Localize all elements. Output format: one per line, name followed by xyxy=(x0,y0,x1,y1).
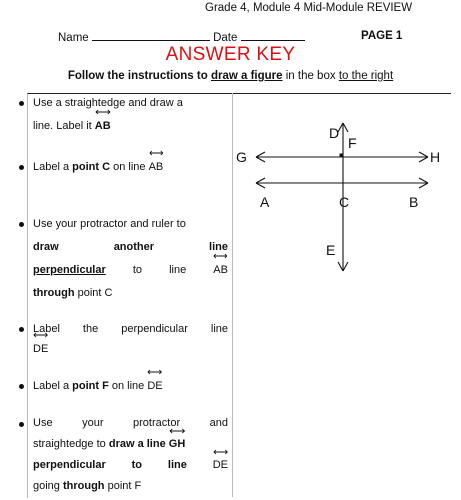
line-de-symbol: DE xyxy=(147,375,162,398)
date-blank[interactable] xyxy=(241,30,305,41)
label-b: B xyxy=(409,194,419,210)
name-label: Name xyxy=(58,32,89,44)
instr-pre: Follow the instructions to xyxy=(67,70,208,82)
perpendicular-lines-figure xyxy=(232,93,450,283)
item-text: perpendicular to line DE xyxy=(33,455,228,476)
line-ab-symbol: AB xyxy=(95,115,111,138)
bullet xyxy=(19,222,24,227)
module-title: Grade 4, Module 4 Mid-Module REVIEW xyxy=(205,2,413,14)
label-f: F xyxy=(348,135,357,151)
instr-mid: in the box xyxy=(285,70,336,82)
item-text: Use a straightedge and draw a xyxy=(33,97,183,109)
instruction-item-1 xyxy=(33,92,228,138)
item-text: Label a point F on line DE xyxy=(33,375,228,398)
instructions xyxy=(0,70,461,82)
bullet xyxy=(19,165,24,170)
item-text xyxy=(33,338,228,361)
label-d: D xyxy=(329,125,340,141)
item-text: Label a point C on line AB xyxy=(33,156,228,179)
item-text: going through point F xyxy=(33,480,142,492)
instr-post: to the right xyxy=(338,70,394,82)
item-text: line. Label it AB xyxy=(33,115,228,138)
bullet xyxy=(19,422,24,427)
line-de-symbol: DE xyxy=(213,455,228,476)
instruction-item-3 xyxy=(33,213,228,305)
item-text: through point C xyxy=(33,287,113,299)
bullet xyxy=(19,101,24,106)
line-gh-symbol: GH xyxy=(169,434,186,455)
bullet xyxy=(19,327,24,332)
answer-key-heading: ANSWER KEY xyxy=(165,44,296,65)
line-ab-symbol: AB xyxy=(149,156,164,179)
item-text: draw another line xyxy=(33,241,228,253)
label-a: A xyxy=(260,194,270,210)
instruction-item-5 xyxy=(33,375,228,398)
point-f-dot xyxy=(340,154,344,158)
date-label: Date xyxy=(213,32,238,44)
label-c: C xyxy=(339,194,350,210)
name-date-row xyxy=(58,30,305,44)
name-blank[interactable] xyxy=(92,30,210,41)
label-g: G xyxy=(236,149,247,165)
instr-draw: draw a figure xyxy=(210,70,283,82)
bullet xyxy=(19,384,24,389)
line-de-symbol: DE xyxy=(33,338,48,361)
instruction-item-2 xyxy=(33,156,228,179)
instruction-item-4 xyxy=(33,318,228,361)
label-e: E xyxy=(326,242,336,258)
item-text: Use your protractor and ruler to xyxy=(33,218,186,230)
item-text: perpendicular to line AB xyxy=(33,259,228,282)
page-number: PAGE 1 xyxy=(361,30,403,42)
item-text: Label the perpendicular line xyxy=(33,323,228,335)
item-text: straightedge to draw a line GH xyxy=(33,434,228,455)
line-ab-symbol: AB xyxy=(213,259,228,282)
item-text: Use your protractor and xyxy=(33,417,228,429)
label-h: H xyxy=(430,149,441,165)
instruction-item-6 xyxy=(33,413,228,497)
